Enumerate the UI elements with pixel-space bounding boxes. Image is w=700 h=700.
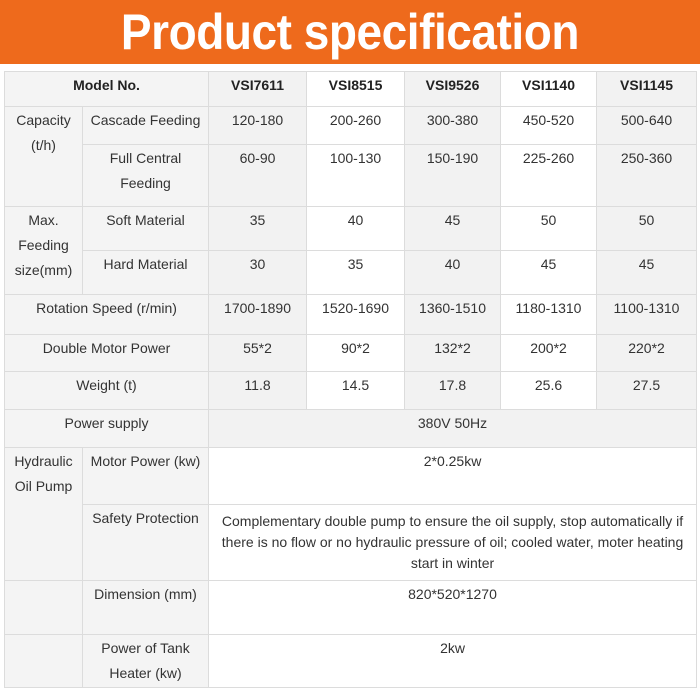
table-cell: 40 xyxy=(405,251,501,295)
table-cell: 120-180 xyxy=(209,107,307,145)
table-row xyxy=(5,207,697,251)
dimension-value: 820*520*1270 xyxy=(209,581,697,635)
table-cell: 11.8 xyxy=(209,372,307,410)
model-header: VSI8515 xyxy=(307,72,405,107)
table-cell: 450-520 xyxy=(501,107,597,145)
table-row xyxy=(5,372,697,410)
table-cell: 225-260 xyxy=(501,145,597,207)
table-cell: 14.5 xyxy=(307,372,405,410)
table-row xyxy=(5,410,697,448)
table-cell: 1180-1310 xyxy=(501,295,597,335)
weight-label: Weight (t) xyxy=(5,372,209,410)
table-cell: 17.8 xyxy=(405,372,501,410)
table-cell: 200*2 xyxy=(501,335,597,372)
double-motor-power-label: Double Motor Power xyxy=(5,335,209,372)
table-cell: 500-640 xyxy=(597,107,697,145)
table-cell: 132*2 xyxy=(405,335,501,372)
tank-heater-power-value: 2kw xyxy=(209,635,697,688)
model-header: VSI9526 xyxy=(405,72,501,107)
table-cell: 45 xyxy=(597,251,697,295)
table-row xyxy=(5,107,697,145)
table-cell: 45 xyxy=(405,207,501,251)
model-header: VSI7611 xyxy=(209,72,307,107)
header-row xyxy=(5,72,697,107)
table-cell: 250-360 xyxy=(597,145,697,207)
tank-heater-power-label: Power of Tank Heater (kw) xyxy=(83,635,209,688)
table-row xyxy=(5,295,697,335)
model-no-header: Model No. xyxy=(5,72,209,107)
table-cell: 45 xyxy=(501,251,597,295)
table-cell: 220*2 xyxy=(597,335,697,372)
table-row xyxy=(5,448,697,505)
model-header: VSI1145 xyxy=(597,72,697,107)
motor-power-value: 2*0.25kw xyxy=(209,448,697,505)
hard-material-label: Hard Material xyxy=(83,251,209,295)
table-row xyxy=(5,505,697,581)
capacity-label: Capacity (t/h) xyxy=(5,107,83,207)
empty-cell xyxy=(5,581,83,635)
table-cell: 35 xyxy=(307,251,405,295)
safety-protection-value: Complementary double pump to ensure the oil supply, stop automatically if there is no flow or no hydraulic pressure of oil; cooled water, moter heating start in winter xyxy=(209,505,697,581)
rotation-speed-label: Rotation Speed (r/min) xyxy=(5,295,209,335)
table-cell: 300-380 xyxy=(405,107,501,145)
soft-material-label: Soft Material xyxy=(83,207,209,251)
table-cell: 60-90 xyxy=(209,145,307,207)
cascade-feeding-label: Cascade Feeding xyxy=(83,107,209,145)
table-cell: 100-130 xyxy=(307,145,405,207)
empty-cell xyxy=(5,635,83,688)
table-cell: 40 xyxy=(307,207,405,251)
specification-table xyxy=(4,71,697,688)
table-row xyxy=(5,251,697,295)
page-title: Product specification xyxy=(120,4,580,60)
table-cell: 1360-1510 xyxy=(405,295,501,335)
full-central-feeding-label: Full Central Feeding xyxy=(83,145,209,207)
max-feeding-size-label: Max. Feeding size(mm) xyxy=(5,207,83,295)
table-row xyxy=(5,635,697,688)
table-cell: 55*2 xyxy=(209,335,307,372)
table-cell: 90*2 xyxy=(307,335,405,372)
table-cell: 25.6 xyxy=(501,372,597,410)
table-row xyxy=(5,581,697,635)
hydraulic-oil-pump-label: Hydraulic Oil Pump xyxy=(5,448,83,581)
power-supply-label: Power supply xyxy=(5,410,209,448)
table-cell: 1700-1890 xyxy=(209,295,307,335)
table-cell: 50 xyxy=(597,207,697,251)
motor-power-label: Motor Power (kw) xyxy=(83,448,209,505)
title-banner xyxy=(0,0,700,64)
model-header: VSI1140 xyxy=(501,72,597,107)
table-cell: 30 xyxy=(209,251,307,295)
table-cell: 1100-1310 xyxy=(597,295,697,335)
power-supply-value: 380V 50Hz xyxy=(209,410,697,448)
table-row xyxy=(5,335,697,372)
table-cell: 27.5 xyxy=(597,372,697,410)
safety-protection-label: Safety Protection xyxy=(83,505,209,581)
table-cell: 150-190 xyxy=(405,145,501,207)
table-cell: 50 xyxy=(501,207,597,251)
dimension-label: Dimension (mm) xyxy=(83,581,209,635)
table-row xyxy=(5,145,697,207)
table-cell: 35 xyxy=(209,207,307,251)
table-cell: 1520-1690 xyxy=(307,295,405,335)
table-cell: 200-260 xyxy=(307,107,405,145)
